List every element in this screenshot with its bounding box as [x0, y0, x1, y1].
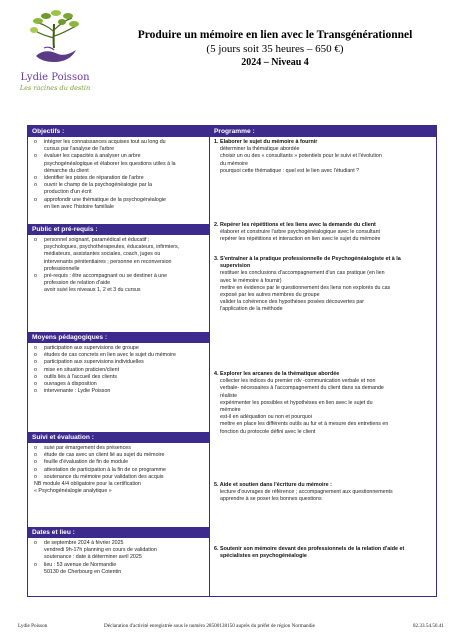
left-column: [28, 126, 210, 596]
list-item: o évaluer les capacités à analyser un arbre psychogénéalogique et élaborer les questions utiles à la démarche du client: [32, 153, 206, 175]
list-item: o pré-requis : être accompagnant ou se destiner à une profession de relation d'aide: [32, 273, 206, 287]
section-objectifs: [28, 126, 209, 211]
dates-list: [32, 540, 206, 576]
certification-note: NB module 4/4 obligatoire pour la certification: [34, 481, 141, 488]
list-item: o de septembre 2024 à février 2025 vendredi 9h-17h planning en cours de validation soutenance : date à déterminer avril 2025: [32, 540, 206, 562]
list-item: o intégrer les connaissances acquises tout au long du cursus par l'analyse de l'arbre: [32, 139, 206, 153]
list-item: o feuille d'évaluation de fin de module: [32, 459, 206, 466]
section-title: Public et pré-requis :: [28, 224, 209, 235]
logo-tagline: Les racines du destin: [19, 84, 91, 92]
certification-name: « Psychogénéalogie analytique »: [34, 488, 112, 495]
list-item: o études de cas concrets en lien avec le sujet du mémoire: [32, 352, 206, 359]
section-public: [28, 224, 209, 295]
list-item: o attestation de participation à la fin de ce programme: [32, 467, 206, 474]
list-item: o intervenante : Lydie Poisson: [32, 388, 206, 395]
prerequisite-note: avoir suivi les niveaux 1, 2 et 3 du cursus: [44, 287, 141, 294]
right-column: [210, 126, 436, 596]
logo: [14, 8, 90, 96]
section-suivi: [28, 432, 209, 495]
public-list: [32, 237, 206, 287]
programme-table: [27, 125, 437, 597]
logo-name: Lydie Poisson: [20, 72, 90, 83]
list-item: o lieu : 53 avenue de Normandie 50130 de Cherbourg en Cotentin: [32, 562, 206, 576]
section-dates: [28, 527, 209, 576]
section-title: Moyens pédagogiques :: [28, 332, 209, 343]
list-item: o identifier les pistes de réparation de l'arbre: [32, 175, 206, 182]
programme-item-4: 4. Explorer les arcanes de la thématique abordée collecter les indices du premier rdv -communication verbale et non verbale- nécessaires à l'accompagnement du client dans sa demande réaliste expérimenter les possibles et hypothèses en lien avec le sujet du mémoire est-il en adéquation ou non et pourquoi mettre en place les différents outils au fur et à mesure des entretiens en fonction du protocole défini avec le client: [214, 371, 389, 435]
section-title: Programme :: [210, 126, 436, 137]
programme-item-5: 5. Aide et soutien dans l'écriture du mémoire : lecture d'ouvrages de référence ; accompagnement aux questionnements apprendre à se poser les bonnes questions: [214, 482, 393, 503]
section-title: Dates et lieu :: [28, 527, 209, 538]
tree-hand-icon: [24, 8, 84, 70]
year-level: 2024 – Niveau 4: [241, 57, 309, 68]
duration-price: (5 jours soit 35 heures – 650 €): [206, 43, 344, 55]
list-item: o mise en situation praticien/client: [32, 367, 206, 374]
section-title: Suivi et évaluation :: [28, 432, 209, 443]
list-item: o approfondir une thématique de la psychogénéalogie en lien avec l'histoire familiale: [32, 197, 206, 211]
footer-name: Lydie Poisson: [18, 623, 48, 629]
document-header: [110, 28, 440, 70]
list-item: o participation aux supervisions individuelles: [32, 359, 206, 366]
programme-item-2: 2. Repérer les répétitions et les liens avec la demande du client élaborer et construire l'arbre psychogénéalogique avec le consultant repérer les répétitions et interaction en lien avec le sujet du mémoire: [214, 222, 381, 243]
objectifs-list: [32, 139, 206, 211]
programme-item-1: 1. Elaborer le sujet du mémoire à fournir déterminer la thématique abordée choisir un ou des « consultants » potentiels pour le suivi et l'évolution du mémoire pourquoi cette thématique : quel est le lien avec l'étudiant ?: [214, 139, 382, 174]
section-title: Objectifs :: [28, 126, 209, 137]
list-item: o étude de cas avec un client lié au sujet du mémoire: [32, 452, 206, 459]
list-item: o suivi par émargement des présences: [32, 445, 206, 452]
footer-declaration: Déclaration d'activité enregistrée sous le numéro 28500138150 auprès du préfet de région Normandie: [104, 623, 315, 629]
list-item: o participation aux supervisions de groupe: [32, 345, 206, 352]
section-moyens: [28, 332, 209, 395]
list-item: o ouvrir le champ de la psychogénéalogie par la production d'un écrit: [32, 182, 206, 196]
footer-phone: 02.33.54.56.41: [412, 623, 444, 629]
list-item: o personnel soignant, paramédical et éducatif ; psychologues, psychothérapeutes, éducateurs, infirmiers, médiateurs, assistantes sociales, coach, juges ou intervenants pénitentiaires ; personne en reconversion professionnelle: [32, 237, 206, 273]
moyens-list: [32, 345, 206, 395]
list-item: o outils liés à l'accueil des clients: [32, 374, 206, 381]
page-title: Produire un mémoire en lien avec le Transgénérationnel: [137, 29, 413, 41]
page-footer: [18, 623, 444, 633]
list-item: o ouvrages à disposition: [32, 381, 206, 388]
programme-item-6: 6. Soutenir son mémoire devant des professionnels de la relation d'aide et spécialistes en psychogénéalogie: [214, 546, 405, 560]
programme-item-3: 3. S'entraîner à la pratique professionnelle de Psychogénéalogiste et à la supervision restituer les conclusions d'accompagnement d'un cas pratique (en lien avec le mémoire à fournir) mettre en évidence par le questionnement des liens non explorés du cas exposé par les autres membres du groupe valider la cohérence des hypothèses posées découvertes par l'application de la méthode: [214, 256, 401, 313]
suivi-list: [32, 445, 206, 481]
list-item: o soutenance du mémoire pour validation des acquis: [32, 474, 206, 481]
